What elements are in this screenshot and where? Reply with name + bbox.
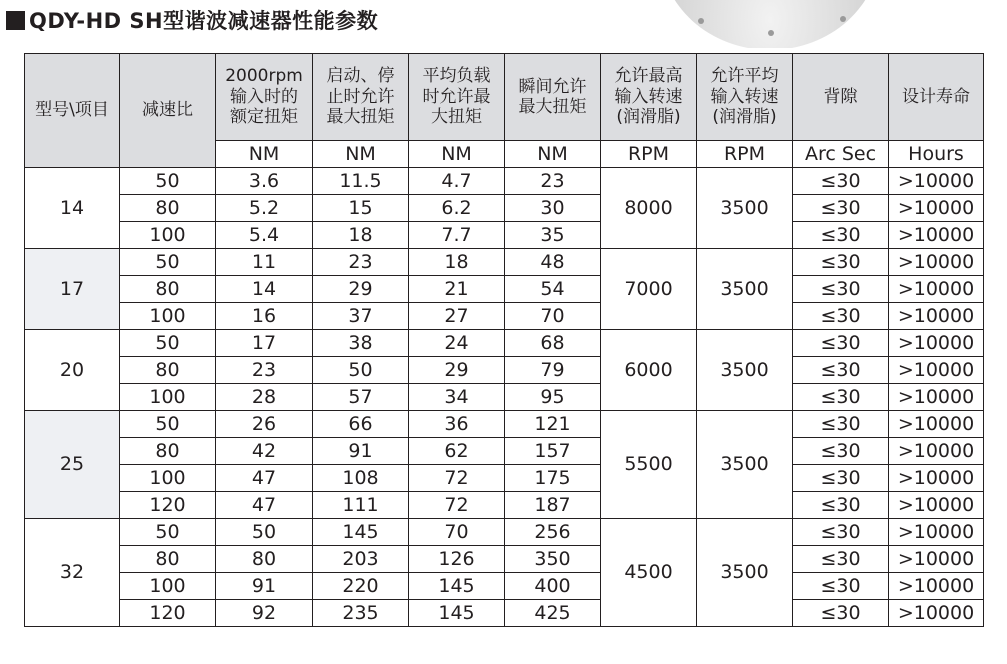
bolt-hole — [698, 18, 704, 24]
ratio-cell: 80 — [120, 357, 216, 384]
ratio-cell: 50 — [120, 249, 216, 276]
table-row — [25, 573, 984, 600]
mom-cell: 157 — [505, 438, 601, 465]
mom-cell: 70 — [505, 303, 601, 330]
life-cell: >10000 — [889, 600, 984, 627]
rated-cell: 17 — [216, 330, 313, 357]
rated-cell: 42 — [216, 438, 313, 465]
bolt-hole — [840, 16, 846, 22]
unit-cell: RPM — [697, 141, 793, 168]
life-cell: >10000 — [889, 276, 984, 303]
start-cell: 18 — [313, 222, 409, 249]
life-cell: >10000 — [889, 546, 984, 573]
avg-cell: 7.7 — [409, 222, 505, 249]
rated-cell: 23 — [216, 357, 313, 384]
mom-cell: 23 — [505, 168, 601, 195]
start-cell: 108 — [313, 465, 409, 492]
rated-cell: 26 — [216, 411, 313, 438]
table-row — [25, 330, 984, 357]
backlash-cell: ≤30 — [793, 195, 889, 222]
ratio-cell: 80 — [120, 195, 216, 222]
table-header — [25, 54, 984, 168]
table-row — [25, 492, 984, 519]
avg-cell: 27 — [409, 303, 505, 330]
unit-cell: Arc Sec — [793, 141, 889, 168]
life-cell: >10000 — [889, 384, 984, 411]
model-cell: 14 — [25, 168, 120, 249]
table-row — [25, 519, 984, 546]
backlash-cell: ≤30 — [793, 519, 889, 546]
rated-cell: 50 — [216, 519, 313, 546]
page-title — [6, 5, 378, 35]
mom-cell: 187 — [505, 492, 601, 519]
unit-cell: Hours — [889, 141, 984, 168]
header-rated-torque: 2000rpm 输入时的 额定扭矩 — [216, 54, 313, 141]
life-cell: >10000 — [889, 519, 984, 546]
unit-cell: NM — [313, 141, 409, 168]
backlash-cell: ≤30 — [793, 303, 889, 330]
max-speed-cell: 4500 — [601, 519, 697, 627]
backlash-cell: ≤30 — [793, 384, 889, 411]
life-cell: >10000 — [889, 195, 984, 222]
avg-cell: 29 — [409, 357, 505, 384]
mom-cell: 95 — [505, 384, 601, 411]
table-row — [25, 411, 984, 438]
life-cell: >10000 — [889, 573, 984, 600]
ratio-cell: 100 — [120, 384, 216, 411]
start-cell: 235 — [313, 600, 409, 627]
backlash-cell: ≤30 — [793, 600, 889, 627]
table-body — [25, 168, 984, 627]
ratio-cell: 50 — [120, 411, 216, 438]
table-row — [25, 222, 984, 249]
table-row — [25, 546, 984, 573]
start-cell: 220 — [313, 573, 409, 600]
max-speed-cell: 7000 — [601, 249, 697, 330]
unit-cell: NM — [409, 141, 505, 168]
ratio-cell: 100 — [120, 303, 216, 330]
unit-cell: NM — [216, 141, 313, 168]
backlash-cell: ≤30 — [793, 573, 889, 600]
rated-cell: 80 — [216, 546, 313, 573]
mom-cell: 256 — [505, 519, 601, 546]
page-title-text: QDY-HD SH型谐波减速器性能参数 — [29, 9, 379, 33]
start-cell: 15 — [313, 195, 409, 222]
ratio-cell: 100 — [120, 465, 216, 492]
rated-cell: 5.4 — [216, 222, 313, 249]
mom-cell: 175 — [505, 465, 601, 492]
life-cell: >10000 — [889, 222, 984, 249]
backlash-cell: ≤30 — [793, 357, 889, 384]
table-row — [25, 303, 984, 330]
avg-speed-cell: 3500 — [697, 411, 793, 519]
life-cell: >10000 — [889, 330, 984, 357]
backlash-cell: ≤30 — [793, 168, 889, 195]
model-cell: 25 — [25, 411, 120, 519]
backlash-cell: ≤30 — [793, 492, 889, 519]
avg-cell: 62 — [409, 438, 505, 465]
avg-speed-cell: 3500 — [697, 519, 793, 627]
ratio-cell: 120 — [120, 492, 216, 519]
backlash-cell: ≤30 — [793, 276, 889, 303]
ratio-cell: 80 — [120, 546, 216, 573]
start-cell: 57 — [313, 384, 409, 411]
rated-cell: 91 — [216, 573, 313, 600]
table-row — [25, 357, 984, 384]
header-momentary-torque: 瞬间允许 最大扭矩 — [505, 54, 601, 141]
life-cell: >10000 — [889, 357, 984, 384]
life-cell: >10000 — [889, 411, 984, 438]
start-cell: 203 — [313, 546, 409, 573]
header-design-life: 设计寿命 — [889, 54, 984, 141]
model-cell: 20 — [25, 330, 120, 411]
max-speed-cell: 5500 — [601, 411, 697, 519]
start-cell: 29 — [313, 276, 409, 303]
rated-cell: 47 — [216, 465, 313, 492]
avg-cell: 18 — [409, 249, 505, 276]
mom-cell: 121 — [505, 411, 601, 438]
ratio-cell: 50 — [120, 168, 216, 195]
backlash-cell: ≤30 — [793, 330, 889, 357]
mom-cell: 35 — [505, 222, 601, 249]
rated-cell: 11 — [216, 249, 313, 276]
life-cell: >10000 — [889, 438, 984, 465]
avg-cell: 6.2 — [409, 195, 505, 222]
ratio-cell: 100 — [120, 222, 216, 249]
table-row — [25, 249, 984, 276]
mom-cell: 425 — [505, 600, 601, 627]
avg-cell: 72 — [409, 492, 505, 519]
life-cell: >10000 — [889, 168, 984, 195]
mom-cell: 400 — [505, 573, 601, 600]
header-start-stop-torque: 启动、停 止时允许 最大扭矩 — [313, 54, 409, 141]
avg-cell: 145 — [409, 600, 505, 627]
mom-cell: 79 — [505, 357, 601, 384]
header-backlash: 背隙 — [793, 54, 889, 141]
ratio-cell: 50 — [120, 330, 216, 357]
header-avg-input-speed: 允许平均 输入转速 (润滑脂) — [697, 54, 793, 141]
start-cell: 37 — [313, 303, 409, 330]
start-cell: 145 — [313, 519, 409, 546]
mom-cell: 48 — [505, 249, 601, 276]
max-speed-cell: 6000 — [601, 330, 697, 411]
max-speed-cell: 8000 — [601, 168, 697, 249]
avg-speed-cell: 3500 — [697, 330, 793, 411]
ratio-cell: 120 — [120, 600, 216, 627]
life-cell: >10000 — [889, 465, 984, 492]
rated-cell: 92 — [216, 600, 313, 627]
title-square-icon — [6, 11, 25, 30]
start-cell: 111 — [313, 492, 409, 519]
start-cell: 66 — [313, 411, 409, 438]
avg-speed-cell: 3500 — [697, 168, 793, 249]
avg-cell: 126 — [409, 546, 505, 573]
life-cell: >10000 — [889, 303, 984, 330]
table-row — [25, 276, 984, 303]
backlash-cell: ≤30 — [793, 411, 889, 438]
ratio-cell: 50 — [120, 519, 216, 546]
rated-cell: 3.6 — [216, 168, 313, 195]
avg-cell: 34 — [409, 384, 505, 411]
avg-cell: 145 — [409, 573, 505, 600]
life-cell: >10000 — [889, 249, 984, 276]
product-image-fragment — [640, 0, 900, 48]
start-cell: 23 — [313, 249, 409, 276]
avg-cell: 24 — [409, 330, 505, 357]
life-cell: >10000 — [889, 492, 984, 519]
backlash-cell: ≤30 — [793, 438, 889, 465]
start-cell: 11.5 — [313, 168, 409, 195]
avg-cell: 21 — [409, 276, 505, 303]
start-cell: 38 — [313, 330, 409, 357]
table-row — [25, 600, 984, 627]
table-row — [25, 384, 984, 411]
avg-cell: 36 — [409, 411, 505, 438]
model-cell: 17 — [25, 249, 120, 330]
header-max-input-speed: 允许最高 输入转速 (润滑脂) — [601, 54, 697, 141]
mom-cell: 30 — [505, 195, 601, 222]
header-avg-load-torque: 平均负载 时允许最 大扭矩 — [409, 54, 505, 141]
rated-cell: 14 — [216, 276, 313, 303]
mom-cell: 350 — [505, 546, 601, 573]
unit-cell: RPM — [601, 141, 697, 168]
start-cell: 50 — [313, 357, 409, 384]
backlash-cell: ≤30 — [793, 465, 889, 492]
rated-cell: 5.2 — [216, 195, 313, 222]
backlash-cell: ≤30 — [793, 222, 889, 249]
table-row — [25, 195, 984, 222]
ratio-cell: 80 — [120, 438, 216, 465]
avg-cell: 4.7 — [409, 168, 505, 195]
rated-cell: 47 — [216, 492, 313, 519]
backlash-cell: ≤30 — [793, 249, 889, 276]
spec-table — [24, 53, 984, 627]
backlash-cell: ≤30 — [793, 546, 889, 573]
start-cell: 91 — [313, 438, 409, 465]
table-row — [25, 168, 984, 195]
table-row — [25, 465, 984, 492]
mom-cell: 54 — [505, 276, 601, 303]
ratio-cell: 100 — [120, 573, 216, 600]
header-model: 型号\项目 — [25, 54, 120, 168]
avg-cell: 70 — [409, 519, 505, 546]
product-disc — [660, 0, 880, 48]
header-ratio: 减速比 — [120, 54, 216, 168]
ratio-cell: 80 — [120, 276, 216, 303]
avg-speed-cell: 3500 — [697, 249, 793, 330]
rated-cell: 28 — [216, 384, 313, 411]
avg-cell: 72 — [409, 465, 505, 492]
bolt-hole — [768, 30, 774, 36]
table-row — [25, 438, 984, 465]
unit-cell: NM — [505, 141, 601, 168]
mom-cell: 68 — [505, 330, 601, 357]
rated-cell: 16 — [216, 303, 313, 330]
model-cell: 32 — [25, 519, 120, 627]
